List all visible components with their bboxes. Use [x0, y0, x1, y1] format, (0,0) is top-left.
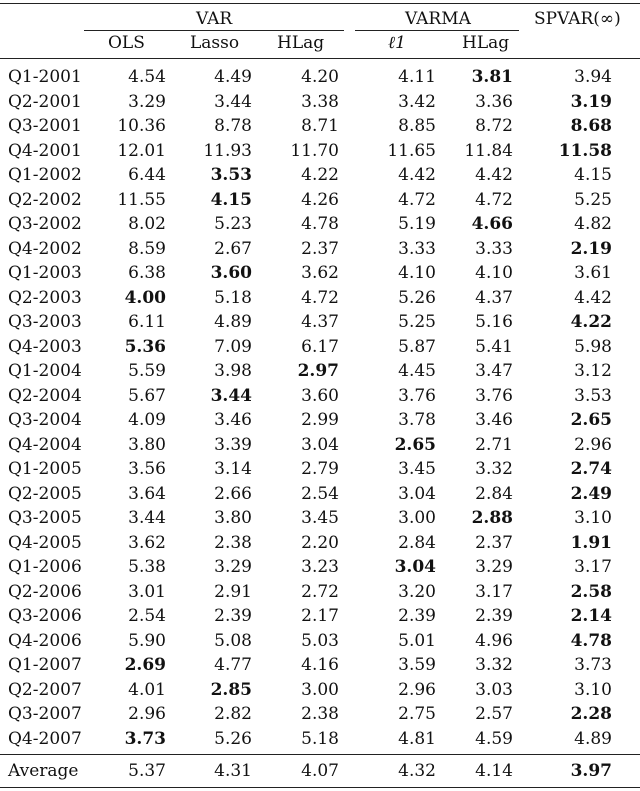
- cell-hlag-var: 2.38: [301, 704, 339, 724]
- cell-hlag-var: 2.20: [301, 532, 339, 553]
- cell-lasso: 2.67: [214, 238, 252, 259]
- cell-spvar: 2.28: [570, 704, 612, 724]
- cell-lasso: 2.66: [214, 483, 252, 504]
- row-label: Q1-2002: [8, 165, 82, 185]
- cell-hlag-var: 5.18: [301, 728, 339, 749]
- cell-hlag-var: 3.00: [301, 679, 339, 700]
- cell-spvar: 2.14: [570, 606, 612, 626]
- row-label: Q3-2006: [8, 606, 82, 626]
- row-label: Q4-2001: [8, 140, 82, 161]
- cell-spvar: 4.89: [574, 728, 612, 749]
- row-label: Q2-2006: [8, 581, 82, 602]
- cell-hlag-var: 4.72: [301, 287, 339, 308]
- row-label: Q3-2007: [8, 704, 82, 724]
- cell-spvar: 3.12: [574, 361, 612, 381]
- cell-lasso: 2.85: [210, 679, 252, 700]
- cell-ols: 8.59: [128, 238, 166, 259]
- cell-spvar: 1.91: [570, 532, 612, 553]
- cell-hlag-varma: 4.59: [475, 728, 513, 749]
- cell-l1: 3.04: [398, 483, 436, 504]
- cell-hlag-varma: 2.71: [475, 434, 513, 455]
- cell-ols: 4.09: [128, 410, 166, 430]
- cell-ols: 5.90: [128, 630, 166, 651]
- cell-ols: 3.73: [124, 728, 166, 749]
- row-label: Q3-2001: [8, 116, 82, 136]
- cell-hlag-varma: 4.96: [475, 630, 513, 651]
- cell-hlag-varma: 4.42: [475, 165, 513, 185]
- cell-ols: 3.80: [128, 434, 166, 455]
- cell-l1: 2.84: [398, 532, 436, 553]
- cell-l1: 3.42: [398, 91, 436, 112]
- cell-lasso: 3.39: [214, 434, 252, 455]
- header-spvar-group: SPVAR(∞): [534, 9, 621, 29]
- header-lasso: Lasso: [190, 33, 240, 53]
- cell-l1: 3.33: [398, 238, 436, 259]
- cell-spvar: 3.94: [574, 67, 612, 87]
- cell-lasso: 3.46: [214, 410, 252, 430]
- cell-ols: 8.02: [128, 214, 166, 234]
- cell-ols: 3.56: [128, 459, 166, 479]
- cell-hlag-var: 3.38: [301, 91, 339, 112]
- cell-spvar: 2.74: [570, 459, 612, 479]
- cell-ols: 3.29: [128, 91, 166, 112]
- cell-hlag-varma: 3.33: [475, 238, 513, 259]
- row-label: Q3-2003: [8, 312, 82, 332]
- cell-l1: 3.04: [394, 557, 436, 577]
- cell-hlag-varma: 4.10: [475, 263, 513, 283]
- cell-lasso: 2.91: [214, 581, 252, 602]
- cell-hlag-varma: 11.84: [464, 140, 513, 161]
- cell-l1: 5.87: [398, 336, 436, 357]
- cell-lasso: 3.44: [214, 91, 252, 112]
- row-label: Q2-2004: [8, 385, 82, 406]
- cell-spvar: 5.98: [574, 336, 612, 357]
- cell-ols: 2.96: [128, 704, 166, 724]
- row-label: Q2-2003: [8, 287, 82, 308]
- cell-ols: 4.54: [128, 67, 166, 87]
- cell-hlag-var: 11.70: [290, 140, 339, 161]
- cell-ols: 2.69: [124, 655, 166, 675]
- cell-spvar: 4.15: [574, 165, 612, 185]
- row-label: Q1-2005: [8, 459, 82, 479]
- cell-lasso: 4.89: [214, 312, 252, 332]
- cell-lasso: 3.80: [214, 508, 252, 528]
- cell-lasso: 3.14: [214, 459, 252, 479]
- cell-hlag-varma: 3.47: [475, 361, 513, 381]
- average-spvar: 3.97: [570, 761, 612, 781]
- cell-hlag-var: 4.37: [301, 312, 339, 332]
- header-hlag-varma: HLag: [462, 33, 510, 53]
- cell-hlag-varma: 3.03: [475, 679, 513, 700]
- row-label: Q2-2002: [8, 189, 82, 210]
- cell-lasso: 2.38: [214, 532, 252, 553]
- cell-lasso: 11.93: [203, 140, 252, 161]
- cell-lasso: 3.44: [210, 385, 252, 406]
- cell-l1: 2.65: [394, 434, 436, 455]
- cell-ols: 6.11: [128, 312, 166, 332]
- cell-hlag-varma: 2.57: [475, 704, 513, 724]
- row-label: Q4-2006: [8, 630, 82, 651]
- cell-lasso: 3.60: [210, 263, 252, 283]
- cell-ols: 5.36: [124, 336, 166, 357]
- row-label: Q2-2005: [8, 483, 82, 504]
- cell-hlag-varma: 5.41: [475, 336, 513, 357]
- cell-spvar: 2.65: [570, 410, 612, 430]
- table-bottom-rule: [0, 787, 640, 788]
- row-label: Q3-2004: [8, 410, 82, 430]
- cell-l1: 4.72: [398, 189, 436, 210]
- cell-hlag-varma: 2.84: [475, 483, 513, 504]
- cell-hlag-varma: 2.39: [475, 606, 513, 626]
- row-label: Q4-2004: [8, 434, 82, 455]
- cell-ols: 3.44: [128, 508, 166, 528]
- row-label: Q3-2005: [8, 508, 82, 528]
- cell-l1: 4.10: [398, 263, 436, 283]
- row-label: Q4-2005: [8, 532, 82, 553]
- header-var-group: VAR: [196, 9, 233, 29]
- cell-l1: 4.11: [398, 67, 436, 87]
- cell-spvar: 3.10: [574, 508, 612, 528]
- cell-hlag-var: 5.03: [301, 630, 339, 651]
- cell-spvar: 5.25: [574, 189, 612, 210]
- cell-spvar: 8.68: [570, 116, 612, 136]
- cell-hlag-varma: 3.36: [475, 91, 513, 112]
- cell-ols: 6.44: [128, 165, 166, 185]
- cell-lasso: 5.08: [214, 630, 252, 651]
- cell-ols: 5.59: [128, 361, 166, 381]
- row-label: Q4-2003: [8, 336, 82, 357]
- cell-lasso: 2.82: [214, 704, 252, 724]
- cell-l1: 3.59: [398, 655, 436, 675]
- average-top-rule: [0, 754, 640, 755]
- row-label: Q2-2007: [8, 679, 82, 700]
- cell-spvar: 11.58: [558, 140, 612, 161]
- row-label: Q4-2007: [8, 728, 82, 749]
- cell-hlag-var: 2.54: [301, 483, 339, 504]
- cell-hlag-var: 2.79: [301, 459, 339, 479]
- row-label: Q1-2004: [8, 361, 82, 381]
- cell-hlag-varma: 3.76: [475, 385, 513, 406]
- cell-spvar: 3.73: [574, 655, 612, 675]
- cell-hlag-var: 2.37: [301, 238, 339, 259]
- cell-spvar: 3.17: [574, 557, 612, 577]
- header-ols: OLS: [108, 33, 145, 53]
- cell-hlag-var: 3.45: [301, 508, 339, 528]
- cell-l1: 4.42: [398, 165, 436, 185]
- cell-lasso: 4.77: [214, 655, 252, 675]
- cell-ols: 3.01: [128, 581, 166, 602]
- cell-hlag-var: 3.60: [301, 385, 339, 406]
- cell-lasso: 3.53: [210, 165, 252, 185]
- cell-hlag-varma: 3.81: [471, 67, 513, 87]
- row-label: Q1-2001: [8, 67, 82, 87]
- average-hlag-varma: 4.14: [475, 761, 513, 781]
- cell-lasso: 5.23: [214, 214, 252, 234]
- row-label: Q1-2007: [8, 655, 82, 675]
- cell-spvar: 2.49: [570, 483, 612, 504]
- cell-hlag-var: 4.78: [301, 214, 339, 234]
- cell-lasso: 4.49: [214, 67, 252, 87]
- cell-spvar: 3.61: [574, 263, 612, 283]
- cell-hlag-var: 4.22: [301, 165, 339, 185]
- cell-l1: 3.78: [398, 410, 436, 430]
- cell-l1: 5.25: [398, 312, 436, 332]
- cell-hlag-var: 3.23: [301, 557, 339, 577]
- cell-ols: 4.00: [124, 287, 166, 308]
- cell-hlag-varma: 3.46: [475, 410, 513, 430]
- cell-hlag-varma: 3.32: [475, 655, 513, 675]
- cell-lasso: 8.78: [214, 116, 252, 136]
- cell-spvar: 4.22: [570, 312, 612, 332]
- cell-l1: 3.45: [398, 459, 436, 479]
- cell-l1: 3.76: [398, 385, 436, 406]
- header-hlag-var: HLag: [277, 33, 325, 53]
- average-ols: 5.37: [128, 761, 166, 781]
- cell-hlag-var: 4.26: [301, 189, 339, 210]
- cell-l1: 3.00: [398, 508, 436, 528]
- cell-hlag-var: 3.04: [301, 434, 339, 455]
- cell-ols: 2.54: [128, 606, 166, 626]
- average-l1: 4.32: [398, 761, 436, 781]
- cell-hlag-var: 2.72: [301, 581, 339, 602]
- cell-hlag-var: 2.17: [301, 606, 339, 626]
- cell-lasso: 5.18: [214, 287, 252, 308]
- cell-ols: 5.67: [128, 385, 166, 406]
- cell-lasso: 3.29: [214, 557, 252, 577]
- cell-hlag-varma: 2.88: [471, 508, 513, 528]
- cell-l1: 2.75: [398, 704, 436, 724]
- cell-hlag-var: 2.97: [297, 361, 339, 381]
- cell-hlag-varma: 3.32: [475, 459, 513, 479]
- cell-hlag-var: 2.99: [301, 410, 339, 430]
- header-l1-text: ℓ1: [388, 33, 406, 53]
- row-label: Q1-2006: [8, 557, 82, 577]
- cell-hlag-varma: 4.72: [475, 189, 513, 210]
- cell-spvar: 2.19: [570, 238, 612, 259]
- cell-l1: 5.19: [398, 214, 436, 234]
- cell-ols: 12.01: [117, 140, 166, 161]
- cell-ols: 10.36: [117, 116, 166, 136]
- cell-l1: 2.96: [398, 679, 436, 700]
- cell-lasso: 3.98: [214, 361, 252, 381]
- cell-lasso: 2.39: [214, 606, 252, 626]
- average-lasso: 4.31: [214, 761, 252, 781]
- cell-spvar: 4.82: [574, 214, 612, 234]
- cell-hlag-varma: 3.17: [475, 581, 513, 602]
- cell-hlag-varma: 2.37: [475, 532, 513, 553]
- cell-l1: 2.39: [398, 606, 436, 626]
- cell-l1: 8.85: [398, 116, 436, 136]
- header-varma-group: VARMA: [405, 9, 471, 29]
- cell-hlag-var: 4.16: [301, 655, 339, 675]
- cell-ols: 4.01: [128, 679, 166, 700]
- cell-lasso: 4.15: [210, 189, 252, 210]
- cell-spvar: 3.10: [574, 679, 612, 700]
- cell-spvar: 3.53: [574, 385, 612, 406]
- cell-ols: 6.38: [128, 263, 166, 283]
- cell-hlag-var: 4.20: [301, 67, 339, 87]
- cell-ols: 3.62: [128, 532, 166, 553]
- cell-spvar: 2.58: [570, 581, 612, 602]
- cell-l1: 4.45: [398, 361, 436, 381]
- row-label: Q4-2002: [8, 238, 82, 259]
- cell-spvar: 4.42: [574, 287, 612, 308]
- cell-hlag-varma: 4.37: [475, 287, 513, 308]
- row-label: Q2-2001: [8, 91, 82, 112]
- cell-l1: 11.65: [387, 140, 436, 161]
- row-label: Q1-2003: [8, 263, 82, 283]
- cell-hlag-varma: 3.29: [475, 557, 513, 577]
- cell-l1: 5.01: [398, 630, 436, 651]
- cell-l1: 3.20: [398, 581, 436, 602]
- cell-spvar: 2.96: [574, 434, 612, 455]
- cell-lasso: 5.26: [214, 728, 252, 749]
- cell-hlag-var: 6.17: [301, 336, 339, 357]
- cell-ols: 11.55: [117, 189, 166, 210]
- cell-hlag-varma: 5.16: [475, 312, 513, 332]
- cell-l1: 4.81: [398, 728, 436, 749]
- cell-spvar: 4.78: [570, 630, 612, 651]
- cell-hlag-var: 3.62: [301, 263, 339, 283]
- cell-ols: 5.38: [128, 557, 166, 577]
- cell-hlag-varma: 8.72: [475, 116, 513, 136]
- cell-spvar: 3.19: [570, 91, 612, 112]
- average-hlag-var: 4.07: [301, 761, 339, 781]
- cell-lasso: 7.09: [214, 336, 252, 357]
- average-label: Average: [8, 761, 79, 781]
- cell-ols: 3.64: [128, 483, 166, 504]
- row-label: Q3-2002: [8, 214, 82, 234]
- cell-hlag-var: 8.71: [301, 116, 339, 136]
- cell-hlag-varma: 4.66: [471, 214, 513, 234]
- cell-l1: 5.26: [398, 287, 436, 308]
